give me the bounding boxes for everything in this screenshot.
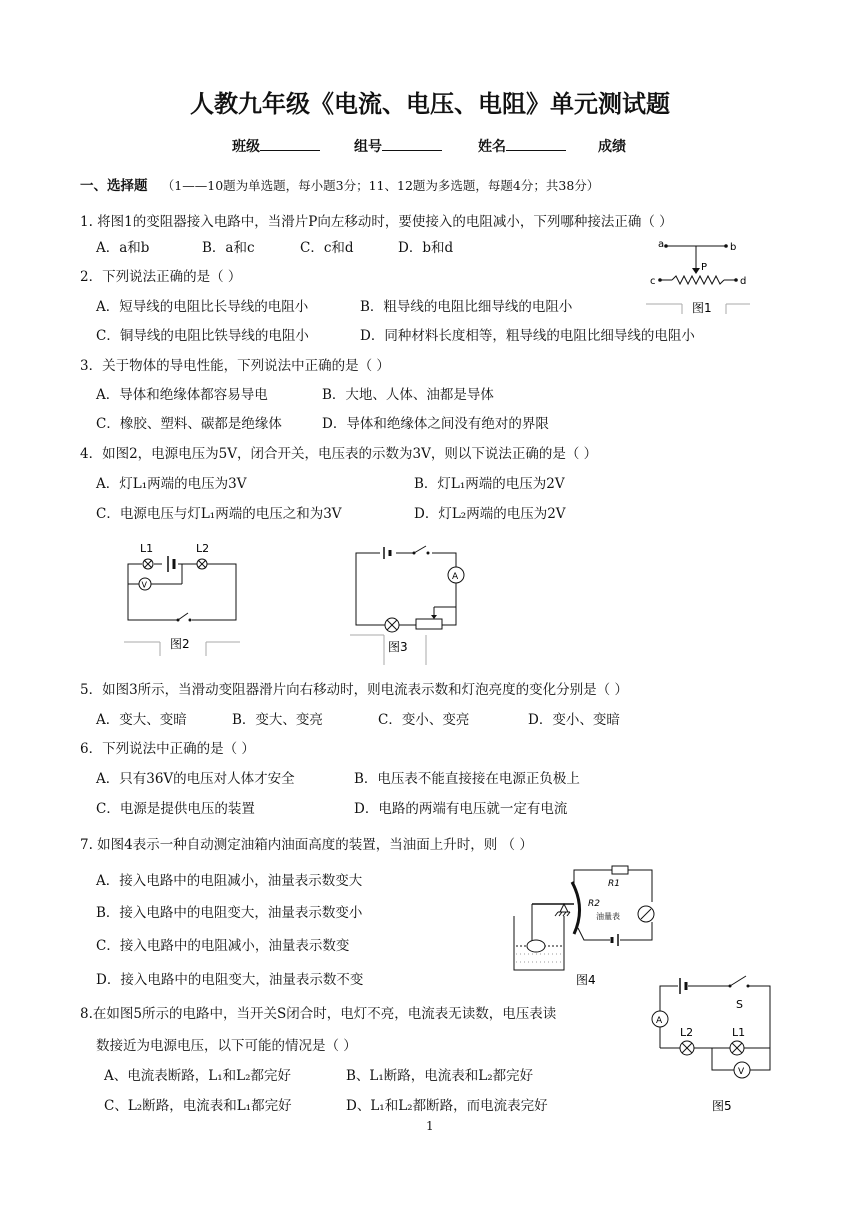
q1-option-c[interactable]: C．c和d: [300, 240, 354, 256]
q1-option-d[interactable]: D．b和d: [398, 240, 454, 256]
q5-option-a[interactable]: A．变大、变暗: [96, 712, 187, 728]
page-number: 1: [426, 1119, 434, 1133]
score-label: 成绩: [598, 139, 626, 155]
section-note: （1——10题为单选题，每小题3分；11、12题为多选题，每题4分；共38分）: [161, 178, 600, 193]
question-7-stem: 7. 如图4表示一种自动测定油箱内油面高度的装置，当油面上升时，则 （ ）: [80, 837, 533, 853]
group-field[interactable]: [354, 136, 442, 156]
figure-3-circuit: [350, 545, 466, 667]
question-3-stem: 3．关于物体的导电性能，下列说法中正确的是（ ）: [80, 358, 390, 374]
fig1-label-b: b: [730, 242, 737, 253]
q6-option-d[interactable]: D．电路的两端有电压就一定有电流: [354, 801, 568, 817]
q2-option-c[interactable]: C．铜导线的电阻比铁导线的电阻小: [96, 328, 309, 344]
q1-option-a[interactable]: A．a和b: [96, 240, 150, 256]
fig1-label-p: P: [701, 262, 708, 273]
fig4-label-gauge: 油量表: [596, 912, 620, 921]
figure-4-oil-gauge: [512, 864, 672, 988]
question-2-stem: 2．下列说法正确的是（ ）: [80, 269, 242, 285]
class-blank[interactable]: [260, 138, 320, 151]
fig4-caption: 图4: [576, 973, 596, 987]
section-title: 一、选择题: [80, 178, 148, 194]
fig3-label-a: A: [452, 572, 459, 582]
fig2-label-l1: L1: [140, 542, 154, 555]
q8-option-b[interactable]: B、L₁断路，电流表和L₂都完好: [346, 1068, 534, 1084]
figure-5-circuit: [650, 974, 780, 1114]
q3-option-b[interactable]: B．大地、人体、油都是导体: [322, 387, 494, 403]
class-label: 班级: [232, 139, 260, 155]
fig1-caption: 图1: [692, 301, 712, 315]
fig5-label-v: V: [738, 1067, 745, 1077]
fig1-label-d: d: [740, 276, 747, 287]
q3-option-d[interactable]: D．导体和绝缘体之间没有绝对的界限: [322, 416, 549, 432]
fig5-caption: 图5: [712, 1099, 732, 1113]
name-field[interactable]: [478, 136, 566, 156]
question-4-stem: 4．如图2，电源电压为5V，闭合开关，电压表的示数为3V，则以下说法正确的是（ ）: [80, 446, 598, 462]
q4-option-c[interactable]: C．电源电压与灯L₁两端的电压之和为3V: [96, 506, 342, 522]
q4-option-d[interactable]: D．灯L₂两端的电压为2V: [414, 506, 566, 522]
fig3-caption: 图3: [388, 640, 408, 654]
page-title: 人教九年级《电流、电压、电阻》单元测试题: [190, 90, 670, 118]
q5-option-d[interactable]: D．变小、变暗: [528, 712, 620, 728]
name-blank[interactable]: [506, 138, 566, 151]
q5-option-b[interactable]: B．变大、变亮: [232, 712, 323, 728]
q2-option-d[interactable]: D．同种材料长度相等，粗导线的电阻比细导线的电阻小: [360, 328, 695, 344]
fig2-caption: 图2: [170, 637, 190, 651]
q7-option-c[interactable]: C．接入电路中的电阻减小，油量表示数变: [96, 938, 350, 954]
fig1-label-c: c: [650, 276, 656, 287]
fig5-label-l2: L2: [680, 1026, 694, 1039]
q4-option-b[interactable]: B．灯L₁两端的电压为2V: [414, 476, 565, 492]
fig2-label-l2: L2: [196, 542, 210, 555]
fig4-label-r1: R1: [608, 879, 620, 889]
class-field[interactable]: [232, 136, 320, 156]
q7-option-b[interactable]: B．接入电路中的电阻变大，油量表示数变小: [96, 905, 363, 921]
section-heading: [80, 177, 599, 195]
q4-option-a[interactable]: A．灯L₁两端的电压为3V: [96, 476, 247, 492]
q3-option-c[interactable]: C．橡胶、塑料、碳都是绝缘体: [96, 416, 282, 432]
q6-option-b[interactable]: B．电压表不能直接接在电源正负极上: [354, 771, 580, 787]
question-8-stem-line2: 数接近为电源电压，以下可能的情况是（ ）: [96, 1038, 357, 1054]
q5-option-c[interactable]: C．变小、变亮: [378, 712, 470, 728]
group-blank[interactable]: [382, 138, 442, 151]
question-8-stem-line1: 8.在如图5所示的电路中，当开关S闭合时，电灯不亮，电流表无读数，电压表读: [80, 1006, 557, 1022]
question-5-stem: 5．如图3所示，当滑动变阻器滑片向右移动时，则电流表示数和灯泡亮度的变化分别是（ ）: [80, 682, 628, 698]
q8-option-c[interactable]: C、L₂断路，电流表和L₁都完好: [104, 1098, 292, 1114]
fig1-label-a: a: [658, 239, 665, 250]
q8-option-a[interactable]: A、电流表断路，L₁和L₂都完好: [104, 1068, 292, 1084]
q1-option-b[interactable]: B．a和c: [202, 240, 255, 256]
q3-option-a[interactable]: A．导体和绝缘体都容易导电: [96, 387, 268, 403]
q6-option-c[interactable]: C．电源是提供电压的装置: [96, 801, 255, 817]
figure-1-rheostat: [646, 234, 756, 324]
name-label: 姓名: [478, 139, 506, 155]
q7-option-d[interactable]: D．接入电路中的电阻变大，油量表示数不变: [96, 972, 364, 988]
q2-option-a[interactable]: A．短导线的电阻比长导线的电阻小: [96, 299, 309, 315]
q6-option-a[interactable]: A．只有36V的电压对人体才安全: [96, 771, 295, 787]
fig5-label-s: S: [736, 998, 743, 1011]
figure-2-circuit: [120, 538, 244, 656]
question-6-stem: 6．下列说法中正确的是（ ）: [80, 741, 255, 757]
fig5-label-l1: L1: [732, 1026, 746, 1039]
q8-option-d[interactable]: D、L₁和L₂都断路，而电流表完好: [346, 1098, 548, 1114]
fig4-label-r2: R2: [588, 899, 600, 909]
q7-option-a[interactable]: A．接入电路中的电阻减小，油量表示数变大: [96, 873, 363, 889]
q2-option-b[interactable]: B．粗导线的电阻比细导线的电阻小: [360, 299, 573, 315]
fig2-label-v: V: [141, 580, 147, 590]
fig5-label-a: A: [656, 1016, 663, 1026]
question-1-stem: 1. 将图1的变阻器接入电路中，当滑片P向左移动时，要使接入的电阻减小，下列哪种接法正确（ ）: [80, 214, 673, 230]
group-label: 组号: [354, 139, 382, 155]
